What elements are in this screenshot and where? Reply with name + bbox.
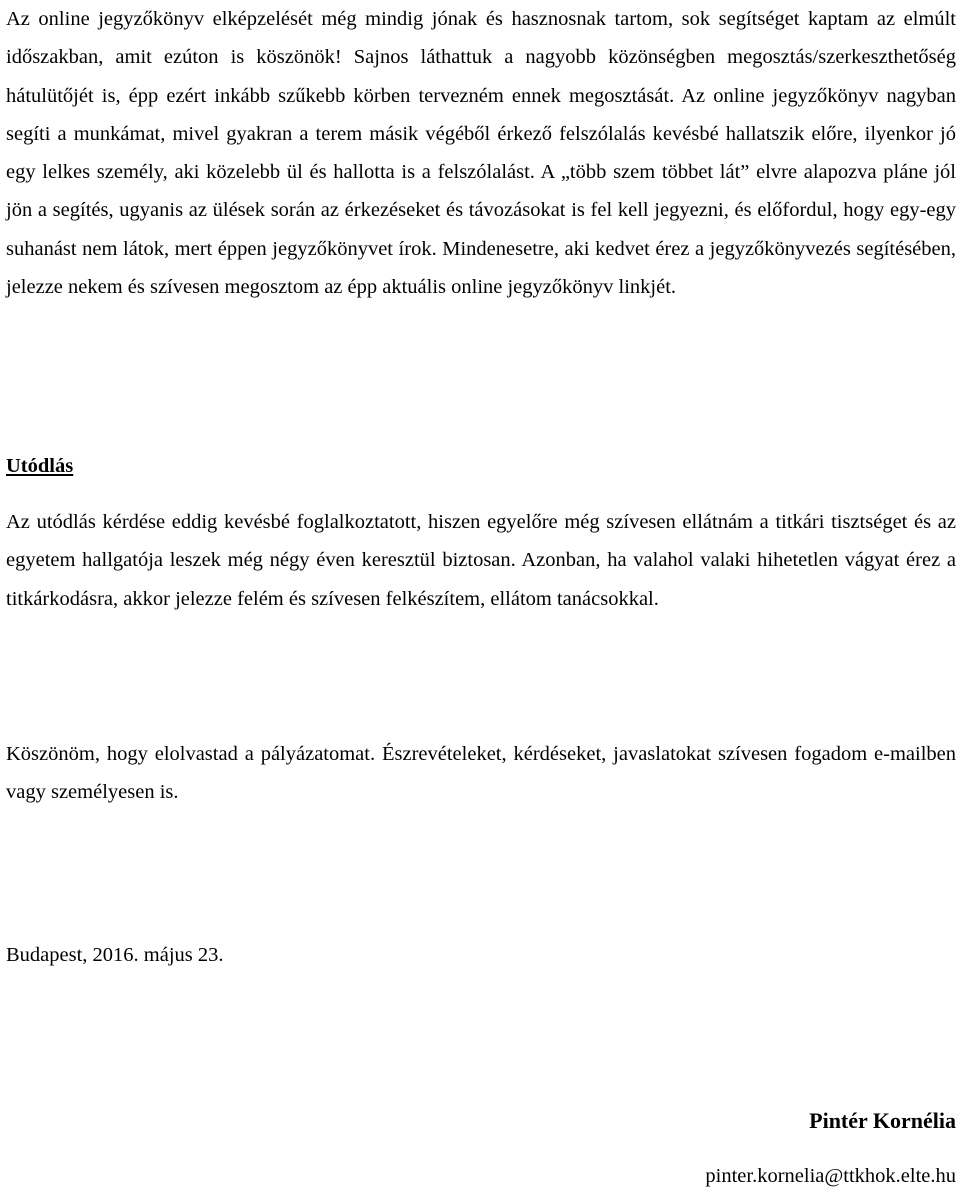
intro-paragraph: Az online jegyzőkönyv elképzelését még mindig jónak és hasznosnak tartom, sok segítséget kaptam az elmúlt időszakban, amit ezúton is köszönök! Sajnos láthattuk a nagyobb közönségben megosztás/szerkeszthetőség hátulütőjét is, épp ezért inkább szűkebb körben tervezném ennek megosztását. Az online jegyzőkönyv nagyban segíti a munkámat, mivel gyakran a terem másik végéből érkező felszólalás kevésbé hallatszik előre, ilyenkor jó egy lelkes személy, aki közelebb ül és hallotta is a felszólalást. A „több szem többet lát” elvre alapozva pláne jól jön a segítés, ugyanis az ülések során az érkezéseket és távozásokat is fel kell jegyezni, és előfordul, hogy egy-egy suhanást nem látok, mert éppen jegyzőkönyvet írok. Mindenesetre, aki kedvet érez a jegyzőkönyvezés segítésében, jelezze nekem és szívesen megosztom az épp aktuális online jegyzőkönyv linkjét. bbox=[6, 8, 956, 299]
thanks-paragraph: Köszönöm, hogy elolvastad a pályázatomat. Észrevételeket, kérdéseket, javaslatokat szívesen fogadom e-mailben vagy személyesen is. bbox=[6, 743, 956, 804]
succession-paragraph: Az utódlás kérdése eddig kevésbé foglalkoztatott, hiszen egyelőre még szívesen ellátnám a titkári tisztséget és az egyetem hallgatója leszek még négy éven keresztül biztosan. Azonban, ha valahol valaki hihetetlen vágyat érez a titkárkodásra, akkor jelezze felém és szívesen felkészítem, ellátom tanácsokkal. bbox=[6, 511, 956, 610]
signature-name: Pintér Kornélia bbox=[809, 1108, 956, 1133]
signature-email: pinter.kornelia@ttkhok.elte.hu bbox=[705, 1165, 956, 1187]
section-heading-succession: Utódlás bbox=[6, 455, 74, 477]
place-and-date: Budapest, 2016. május 23. bbox=[6, 944, 224, 966]
